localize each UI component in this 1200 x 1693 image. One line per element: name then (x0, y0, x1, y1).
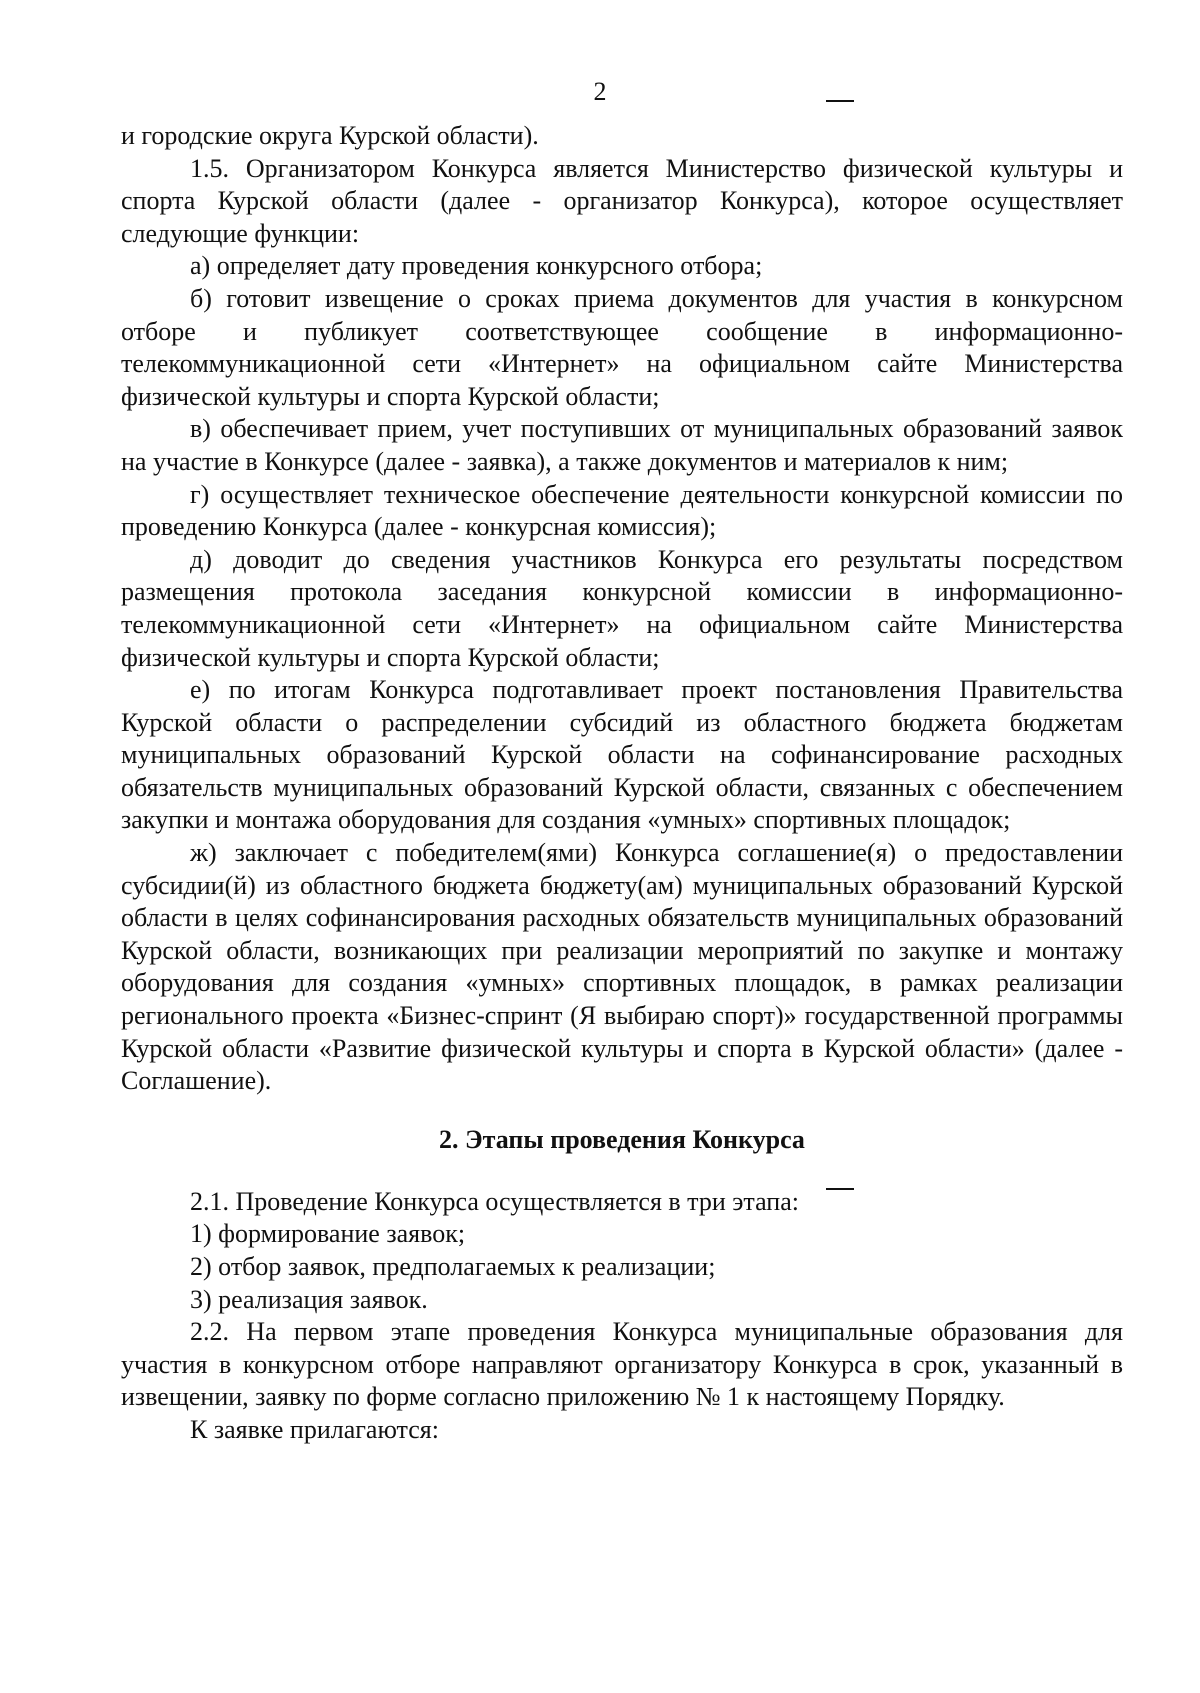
section-heading: 2. Этапы проведения Конкурса (439, 1124, 805, 1154)
paragraph: 1.5. Организатором Конкурса является Министерство физической культуры и спорта Курской области (далее - организатор Конкурса), которое осуществляет следующие функции: (121, 153, 1123, 248)
section-2-body (121, 1186, 1123, 1447)
page-number: 2 (593, 77, 607, 106)
document-body (121, 120, 1123, 1447)
paragraph: ж) заключает с победителем(ями) Конкурса соглашение(я) о предоставлении субсидии(й) из областного бюджета бюджету(ам) муниципальных образований Курской области в целях софинансирования расходных обязательств муниципальных образований Курской области, возникающих при реализации мероприятий по закупке и монтажу оборудования для создания «умных» спортивных площадок, в рамках реализации регионального проекта «Бизнес-спринт (Я выбираю спорт)» государственной программы Курской области «Развитие физической культуры и спорта в Курской области» (далее - Соглашение). (121, 838, 1123, 1096)
paragraph: 2.2. На первом этапе проведения Конкурса муниципальные образования для участия в конкурсном отборе направляют организатору Конкурса в срок, указанный в извещении, заявку по форме согласно приложению № 1 к настоящему Порядку. (121, 1317, 1123, 1412)
paragraph: 3) реализация заявок. (190, 1284, 428, 1314)
paragraph: г) осуществляет техническое обеспечение деятельности конкурсной комиссии по проведению Конкурса (далее - конкурсная комиссия); (121, 479, 1123, 542)
paragraph: б) готовит извещение о сроках приема документов для участия в конкурсном отборе и публикует соответствующее сообщение в информационно-телекоммуникационной сети «Интернет» на официальном сайте Министерства физической культуры и спорта Курской области; (121, 283, 1123, 411)
paragraph: е) по итогам Конкурса подготавливает проект постановления Правительства Курской области о распределении субсидий из областного бюджета бюджетам муниципальных образований Курской области на софинансирование расходных обязательств муниципальных образований Курской области, связанных с обеспечением закупки и монтажа оборудования для создания «умных» спортивных площадок; (121, 675, 1123, 835)
margin-dash-mark (826, 100, 854, 102)
paragraph: и городские округа Курской области). (121, 121, 539, 150)
paragraph: К заявке прилагаются: (190, 1414, 439, 1444)
paragraph: а) определяет дату проведения конкурсного отбора; (190, 251, 763, 281)
paragraph: 2) отбор заявок, предполагаемых к реализации; (190, 1252, 716, 1281)
paragraph: 1) формирование заявок; (190, 1219, 466, 1249)
paragraph: д) доводит до сведения участников Конкурса его результаты посредством размещения протокола заседания конкурсной комиссии в информационно-телекоммуникационной сети «Интернет» на официальном сайте Министерства физической культуры и спорта Курской области; (121, 544, 1123, 672)
paragraph: в) обеспечивает прием, учет поступивших от муниципальных образований заявок на участие в Конкурсе (далее - заявка), а также документов и материалов к ним; (121, 414, 1123, 476)
section-1-continuation (121, 120, 1123, 1098)
paragraph: 2.1. Проведение Конкурса осуществляется в три этапа: (190, 1186, 799, 1216)
